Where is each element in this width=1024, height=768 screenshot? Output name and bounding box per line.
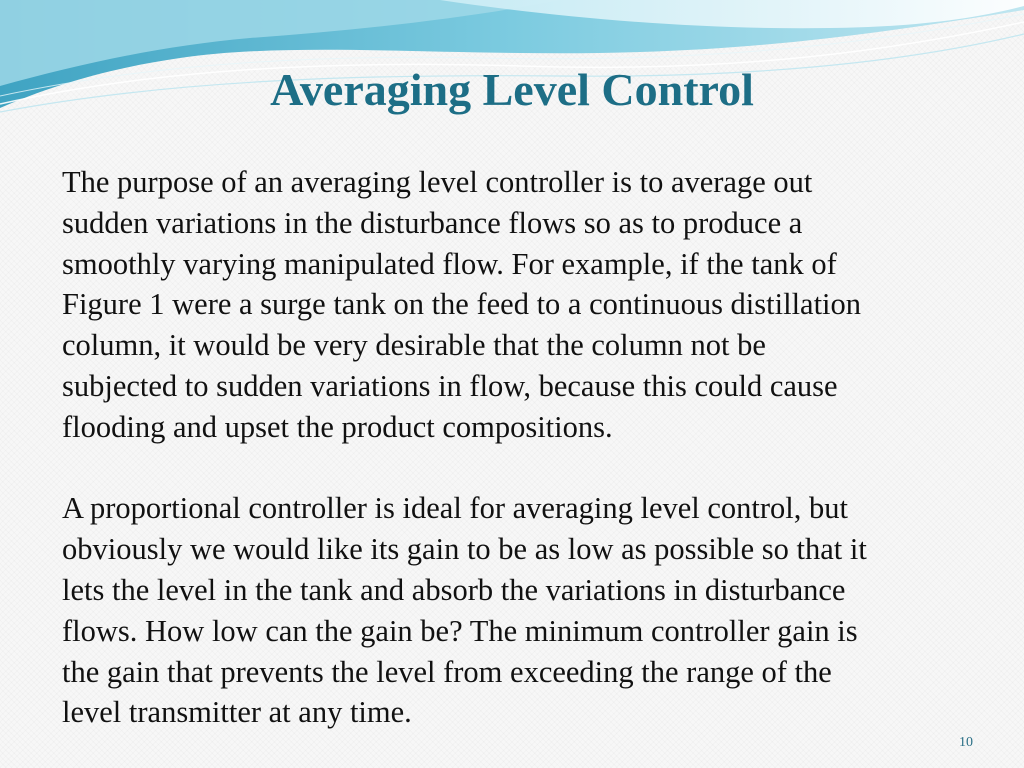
- page-number: 10: [959, 735, 973, 750]
- body-paragraph-2: A proportional controller is ideal for averaging level control, but obviously we would like its gain to be as low as possible so that it lets the level in the tank and absorb the variations in disturbance flows. How low can the gain be? The minimum controller gain is the gain that prevents the level from exceeding the range of the level transmitter at any time.: [62, 491, 867, 730]
- slide-title: Averaging Level Control: [270, 64, 754, 115]
- body-paragraph-1: The purpose of an averaging level controller is to average out sudden variations in the disturbance flows so as to produce a smoothly varying manipulated flow. For example, if the tank of Figure 1 were a surge tank on the feed to a continuous distillation column, it would be very desirable that the column not be subjected to sudden variations in flow, because this could cause flooding and upset the product compositions.: [62, 165, 862, 444]
- slide-body: [62, 162, 982, 733]
